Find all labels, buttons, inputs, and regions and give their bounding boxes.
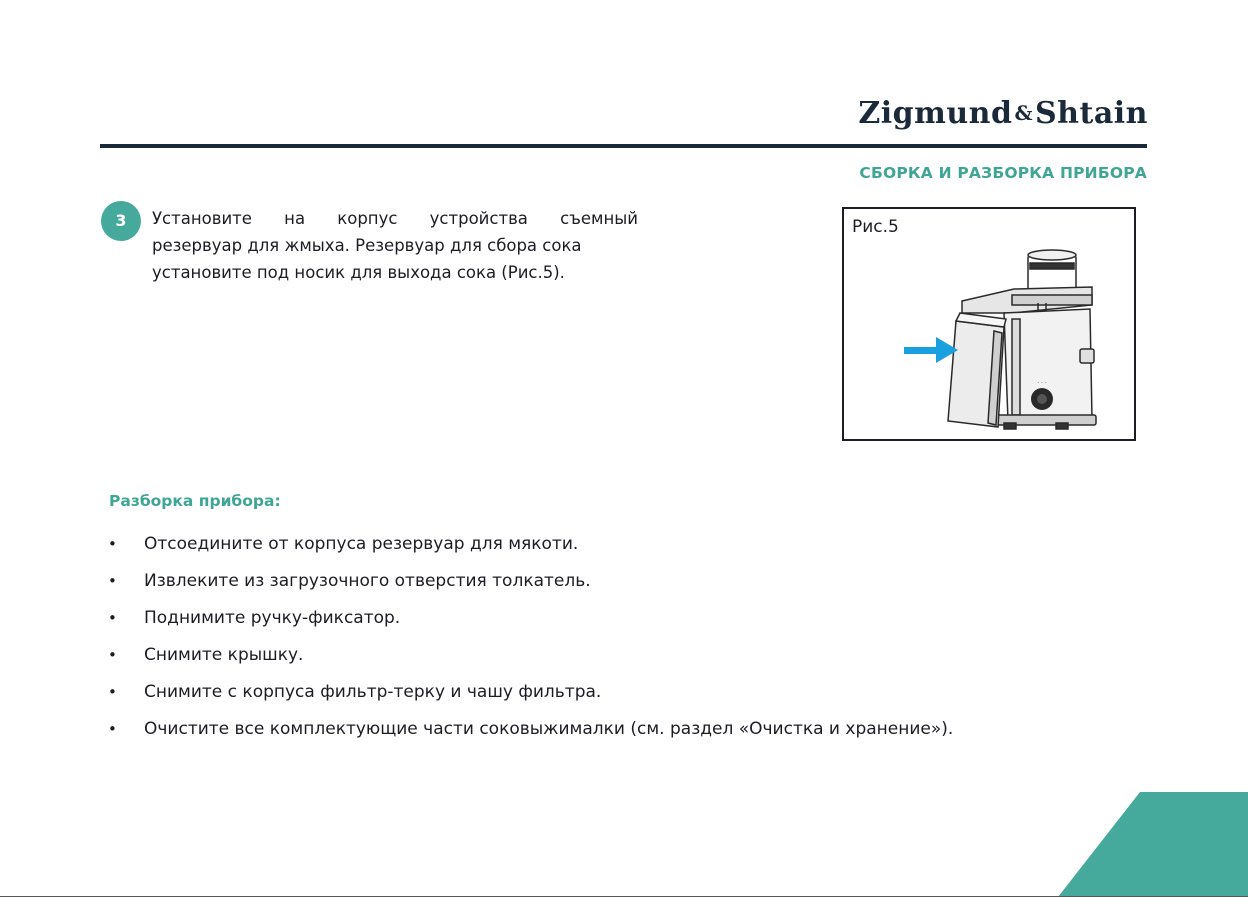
step-line: Установите на корпус устройства съемный [152, 209, 638, 228]
figure-juicer [842, 207, 1136, 441]
brand-name-right: Shtain [1035, 96, 1148, 131]
svg-text:· · ·: · · · [1037, 380, 1047, 387]
motor-base [996, 309, 1096, 429]
brand-ampersand: & [1014, 101, 1034, 125]
brand-name-left: Zigmund [858, 96, 1013, 131]
bullet-icon: • [108, 683, 117, 701]
list-item-text: Извлеките из загрузочного отверстия толкатель. [144, 571, 591, 591]
list-item-text: Отсоедините от корпуса резервуар для мякоти. [144, 534, 579, 554]
header-rule [100, 144, 1147, 148]
list-item-text: Снимите с корпуса фильтр-терку и чашу фильтра. [144, 682, 602, 702]
list-item [108, 715, 953, 752]
list-item [108, 604, 953, 641]
bullet-icon: • [108, 609, 117, 627]
corner-decoration [1058, 792, 1248, 897]
list-item-text: Поднимите ручку-фиксатор. [144, 608, 401, 628]
step-instruction [152, 205, 638, 286]
bullet-icon: • [108, 720, 117, 738]
bullet-icon: • [108, 646, 117, 664]
figure-caption: Рис.5 [852, 217, 899, 237]
insertion-arrow [904, 337, 958, 363]
step-number-badge: 3 [101, 201, 141, 241]
list-item [108, 641, 953, 678]
disassembly-list [108, 530, 953, 752]
list-item-text: Снимите крышку. [144, 645, 304, 665]
disassembly-title: Разборка прибора: [109, 492, 281, 510]
list-item [108, 678, 953, 715]
section-title: СБОРКА И РАЗБОРКА ПРИБОРА [859, 164, 1147, 182]
list-item-text: Очистите все комплектующие части соковыжималки (см. раздел «Очистка и хранение»). [144, 719, 954, 739]
juicer-illustration [844, 209, 1134, 439]
pulp-container [948, 313, 1006, 427]
step-line: резервуар для жмыха. Резервуар для сбора сока [152, 236, 582, 255]
bullet-icon: • [108, 535, 117, 553]
list-item [108, 567, 953, 604]
step-line: установите под носик для выхода сока (Рис.5). [152, 263, 565, 282]
list-item [108, 530, 953, 567]
brand-logo [858, 96, 1148, 131]
feed-tube [1028, 250, 1076, 293]
bullet-icon: • [108, 572, 117, 590]
